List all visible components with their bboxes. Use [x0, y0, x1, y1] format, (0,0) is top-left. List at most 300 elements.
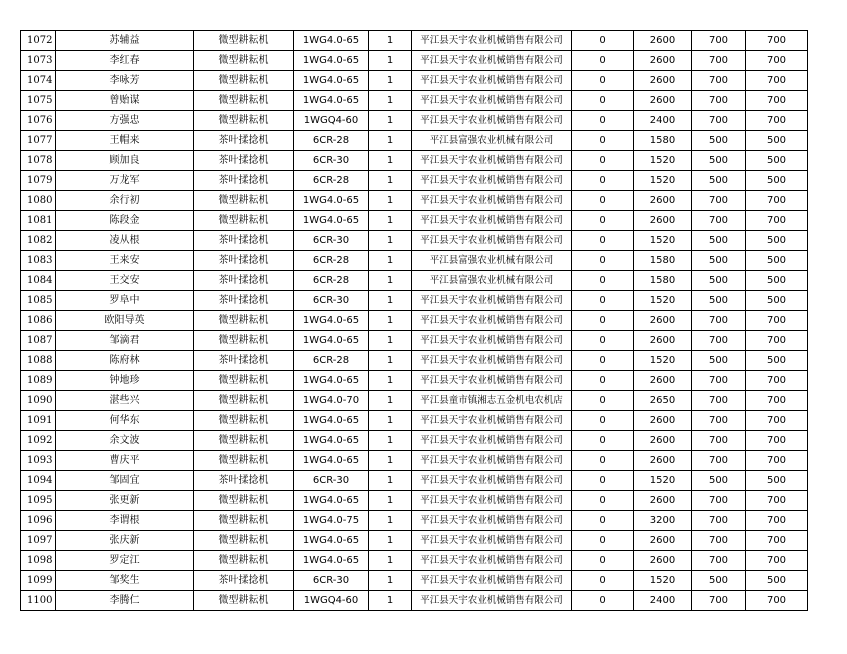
subsidy-cell: 700: [692, 111, 746, 131]
price-cell: 2600: [634, 331, 692, 351]
model-cell: 1WG4.0-65: [294, 51, 369, 71]
subsidy-cell: 700: [692, 551, 746, 571]
quantity-cell: 1: [369, 171, 412, 191]
applicant-name-cell: 顾加良: [56, 151, 194, 171]
machine-type-cell: 微型耕耘机: [194, 371, 294, 391]
serial-number-cell: 1075: [21, 91, 56, 111]
value-cell: 0: [572, 231, 634, 251]
price-cell: 2600: [634, 531, 692, 551]
applicant-name-cell: 王来安: [56, 251, 194, 271]
serial-number-cell: 1098: [21, 551, 56, 571]
applicant-name-cell: 万龙军: [56, 171, 194, 191]
model-cell: 6CR-28: [294, 131, 369, 151]
model-cell: 1WG4.0-65: [294, 451, 369, 471]
table-row: [21, 231, 808, 251]
subsidy-cell: 700: [692, 31, 746, 51]
quantity-cell: 1: [369, 491, 412, 511]
price-cell: 1520: [634, 151, 692, 171]
price-cell: 1520: [634, 471, 692, 491]
subsidy-total-cell: 700: [746, 191, 808, 211]
serial-number-cell: 1084: [21, 271, 56, 291]
model-cell: 6CR-30: [294, 291, 369, 311]
quantity-cell: 1: [369, 51, 412, 71]
serial-number-cell: 1078: [21, 151, 56, 171]
serial-number-cell: 1085: [21, 291, 56, 311]
dealer-cell: 平江县天宇农业机械销售有限公司: [412, 551, 572, 571]
subsidy-total-cell: 700: [746, 531, 808, 551]
dealer-cell: 平江县天宇农业机械销售有限公司: [412, 151, 572, 171]
table-row: [21, 271, 808, 291]
model-cell: 1WG4.0-65: [294, 191, 369, 211]
subsidy-total-cell: 500: [746, 291, 808, 311]
serial-number-cell: 1097: [21, 531, 56, 551]
applicant-name-cell: 李咏芳: [56, 71, 194, 91]
subsidy-cell: 500: [692, 171, 746, 191]
applicant-name-cell: 余行初: [56, 191, 194, 211]
quantity-cell: 1: [369, 431, 412, 451]
subsidy-total-cell: 500: [746, 471, 808, 491]
model-cell: 1WG4.0-65: [294, 311, 369, 331]
applicant-name-cell: 欧阳导英: [56, 311, 194, 331]
table-row: [21, 551, 808, 571]
subsidy-cell: 700: [692, 411, 746, 431]
subsidy-cell: 700: [692, 451, 746, 471]
machine-type-cell: 微型耕耘机: [194, 91, 294, 111]
price-cell: 2400: [634, 591, 692, 611]
model-cell: 6CR-28: [294, 271, 369, 291]
model-cell: 1WG4.0-65: [294, 551, 369, 571]
price-cell: 2600: [634, 91, 692, 111]
model-cell: 1WG4.0-65: [294, 411, 369, 431]
subsidy-cell: 700: [692, 331, 746, 351]
price-cell: 1580: [634, 271, 692, 291]
value-cell: 0: [572, 211, 634, 231]
subsidy-total-cell: 700: [746, 431, 808, 451]
serial-number-cell: 1072: [21, 31, 56, 51]
machine-type-cell: 茶叶揉捻机: [194, 351, 294, 371]
subsidy-total-cell: 500: [746, 151, 808, 171]
subsidy-total-cell: 700: [746, 411, 808, 431]
dealer-cell: 平江县天宇农业机械销售有限公司: [412, 511, 572, 531]
table-row: [21, 331, 808, 351]
table-row: [21, 511, 808, 531]
model-cell: 1WG4.0-75: [294, 511, 369, 531]
serial-number-cell: 1086: [21, 311, 56, 331]
dealer-cell: 平江县天宇农业机械销售有限公司: [412, 191, 572, 211]
applicant-name-cell: 李腾仁: [56, 591, 194, 611]
value-cell: 0: [572, 111, 634, 131]
table-body: [21, 31, 808, 611]
table-row: [21, 431, 808, 451]
subsidy-total-cell: 700: [746, 211, 808, 231]
price-cell: 3200: [634, 511, 692, 531]
dealer-cell: 平江县天宇农业机械销售有限公司: [412, 451, 572, 471]
value-cell: 0: [572, 551, 634, 571]
model-cell: 1WG4.0-65: [294, 211, 369, 231]
dealer-cell: 平江县天宇农业机械销售有限公司: [412, 71, 572, 91]
subsidy-cell: 700: [692, 391, 746, 411]
quantity-cell: 1: [369, 571, 412, 591]
quantity-cell: 1: [369, 31, 412, 51]
subsidy-cell: 500: [692, 151, 746, 171]
subsidy-cell: 700: [692, 431, 746, 451]
price-cell: 1520: [634, 351, 692, 371]
model-cell: 6CR-30: [294, 231, 369, 251]
subsidy-total-cell: 700: [746, 491, 808, 511]
table-row: [21, 531, 808, 551]
quantity-cell: 1: [369, 351, 412, 371]
quantity-cell: 1: [369, 311, 412, 331]
applicant-name-cell: 李谓根: [56, 511, 194, 531]
dealer-cell: 平江县童市镇湘志五金机电农机店: [412, 391, 572, 411]
quantity-cell: 1: [369, 91, 412, 111]
price-cell: 2600: [634, 71, 692, 91]
dealer-cell: 平江县天宇农业机械销售有限公司: [412, 211, 572, 231]
table-row: [21, 351, 808, 371]
dealer-cell: 平江县天宇农业机械销售有限公司: [412, 431, 572, 451]
table-row: [21, 171, 808, 191]
machine-type-cell: 茶叶揉捻机: [194, 171, 294, 191]
subsidy-total-cell: 700: [746, 91, 808, 111]
table-row: [21, 51, 808, 71]
quantity-cell: 1: [369, 191, 412, 211]
table-row: [21, 71, 808, 91]
subsidy-total-cell: 500: [746, 351, 808, 371]
table-row: [21, 291, 808, 311]
subsidy-cell: 700: [692, 511, 746, 531]
value-cell: 0: [572, 591, 634, 611]
table-row: [21, 571, 808, 591]
model-cell: 6CR-30: [294, 471, 369, 491]
subsidy-cell: 700: [692, 591, 746, 611]
value-cell: 0: [572, 451, 634, 471]
value-cell: 0: [572, 391, 634, 411]
dealer-cell: 平江县天宇农业机械销售有限公司: [412, 491, 572, 511]
price-cell: 2600: [634, 551, 692, 571]
applicant-name-cell: 邹滴君: [56, 331, 194, 351]
quantity-cell: 1: [369, 411, 412, 431]
quantity-cell: 1: [369, 511, 412, 531]
serial-number-cell: 1073: [21, 51, 56, 71]
quantity-cell: 1: [369, 331, 412, 351]
value-cell: 0: [572, 51, 634, 71]
machine-type-cell: 微型耕耘机: [194, 451, 294, 471]
dealer-cell: 平江县富强农业机械有限公司: [412, 271, 572, 291]
subsidy-cell: 500: [692, 571, 746, 591]
machine-type-cell: 微型耕耘机: [194, 31, 294, 51]
subsidy-total-cell: 700: [746, 51, 808, 71]
subsidy-total-cell: 500: [746, 271, 808, 291]
subsidy-total-cell: 700: [746, 551, 808, 571]
quantity-cell: 1: [369, 131, 412, 151]
quantity-cell: 1: [369, 291, 412, 311]
quantity-cell: 1: [369, 231, 412, 251]
table-row: [21, 471, 808, 491]
model-cell: 1WG4.0-70: [294, 391, 369, 411]
value-cell: 0: [572, 71, 634, 91]
quantity-cell: 1: [369, 271, 412, 291]
value-cell: 0: [572, 431, 634, 451]
machine-type-cell: 微型耕耘机: [194, 591, 294, 611]
subsidy-total-cell: 700: [746, 371, 808, 391]
machine-type-cell: 茶叶揉捻机: [194, 571, 294, 591]
machine-type-cell: 微型耕耘机: [194, 111, 294, 131]
quantity-cell: 1: [369, 211, 412, 231]
table-row: [21, 391, 808, 411]
subsidy-cell: 500: [692, 351, 746, 371]
quantity-cell: 1: [369, 531, 412, 551]
machine-type-cell: 茶叶揉捻机: [194, 251, 294, 271]
applicant-name-cell: 邹固宜: [56, 471, 194, 491]
value-cell: 0: [572, 351, 634, 371]
price-cell: 2600: [634, 451, 692, 471]
value-cell: 0: [572, 91, 634, 111]
applicant-name-cell: 何华东: [56, 411, 194, 431]
subsidy-cell: 500: [692, 271, 746, 291]
applicant-name-cell: 罗阜中: [56, 291, 194, 311]
machine-type-cell: 微型耕耘机: [194, 491, 294, 511]
serial-number-cell: 1074: [21, 71, 56, 91]
quantity-cell: 1: [369, 551, 412, 571]
price-cell: 2600: [634, 431, 692, 451]
price-cell: 2400: [634, 111, 692, 131]
dealer-cell: 平江县天宇农业机械销售有限公司: [412, 31, 572, 51]
table-row: [21, 31, 808, 51]
price-cell: 1520: [634, 171, 692, 191]
table-row: [21, 191, 808, 211]
subsidy-total-cell: 700: [746, 591, 808, 611]
subsidy-total-cell: 700: [746, 311, 808, 331]
value-cell: 0: [572, 271, 634, 291]
machine-type-cell: 微型耕耘机: [194, 331, 294, 351]
subsidy-total-cell: 700: [746, 511, 808, 531]
serial-number-cell: 1095: [21, 491, 56, 511]
subsidy-total-cell: 700: [746, 391, 808, 411]
quantity-cell: 1: [369, 71, 412, 91]
quantity-cell: 1: [369, 391, 412, 411]
dealer-cell: 平江县富强农业机械有限公司: [412, 251, 572, 271]
subsidy-cell: 700: [692, 531, 746, 551]
value-cell: 0: [572, 411, 634, 431]
price-cell: 2600: [634, 31, 692, 51]
table-row: [21, 251, 808, 271]
dealer-cell: 平江县天宇农业机械销售有限公司: [412, 471, 572, 491]
applicant-name-cell: 陈段金: [56, 211, 194, 231]
price-cell: 2600: [634, 311, 692, 331]
serial-number-cell: 1090: [21, 391, 56, 411]
value-cell: 0: [572, 471, 634, 491]
table-row: [21, 91, 808, 111]
price-cell: 1580: [634, 251, 692, 271]
serial-number-cell: 1096: [21, 511, 56, 531]
price-cell: 1580: [634, 131, 692, 151]
subsidy-cell: 500: [692, 471, 746, 491]
table-row: [21, 311, 808, 331]
price-cell: 2600: [634, 491, 692, 511]
serial-number-cell: 1087: [21, 331, 56, 351]
machine-type-cell: 微型耕耘机: [194, 511, 294, 531]
subsidy-cell: 700: [692, 491, 746, 511]
subsidy-total-cell: 500: [746, 131, 808, 151]
price-cell: 2600: [634, 211, 692, 231]
subsidy-cell: 700: [692, 211, 746, 231]
applicant-name-cell: 邹奖生: [56, 571, 194, 591]
applicant-name-cell: 张庆新: [56, 531, 194, 551]
subsidy-cell: 700: [692, 51, 746, 71]
value-cell: 0: [572, 571, 634, 591]
value-cell: 0: [572, 251, 634, 271]
subsidy-total-cell: 500: [746, 171, 808, 191]
value-cell: 0: [572, 291, 634, 311]
model-cell: 1WG4.0-65: [294, 531, 369, 551]
price-cell: 2600: [634, 191, 692, 211]
applicant-name-cell: 方强忠: [56, 111, 194, 131]
serial-number-cell: 1083: [21, 251, 56, 271]
machine-type-cell: 茶叶揉捻机: [194, 231, 294, 251]
price-cell: 2650: [634, 391, 692, 411]
dealer-cell: 平江县天宇农业机械销售有限公司: [412, 371, 572, 391]
value-cell: 0: [572, 191, 634, 211]
value-cell: 0: [572, 491, 634, 511]
serial-number-cell: 1092: [21, 431, 56, 451]
serial-number-cell: 1081: [21, 211, 56, 231]
model-cell: 6CR-28: [294, 171, 369, 191]
dealer-cell: 平江县天宇农业机械销售有限公司: [412, 531, 572, 551]
value-cell: 0: [572, 131, 634, 151]
table-row: [21, 491, 808, 511]
dealer-cell: 平江县天宇农业机械销售有限公司: [412, 331, 572, 351]
model-cell: 1WG4.0-65: [294, 431, 369, 451]
dealer-cell: 平江县天宇农业机械销售有限公司: [412, 291, 572, 311]
value-cell: 0: [572, 311, 634, 331]
model-cell: 6CR-30: [294, 571, 369, 591]
price-cell: 2600: [634, 51, 692, 71]
dealer-cell: 平江县天宇农业机械销售有限公司: [412, 411, 572, 431]
quantity-cell: 1: [369, 111, 412, 131]
applicant-name-cell: 余文波: [56, 431, 194, 451]
quantity-cell: 1: [369, 471, 412, 491]
table-row: [21, 371, 808, 391]
table-row: [21, 151, 808, 171]
subsidy-total-cell: 700: [746, 331, 808, 351]
subsidy-cell: 500: [692, 251, 746, 271]
table-row: [21, 451, 808, 471]
subsidy-cell: 500: [692, 231, 746, 251]
subsidy-total-cell: 500: [746, 571, 808, 591]
dealer-cell: 平江县天宇农业机械销售有限公司: [412, 311, 572, 331]
subsidy-cell: 700: [692, 191, 746, 211]
subsidy-total-cell: 700: [746, 111, 808, 131]
dealer-cell: 平江县天宇农业机械销售有限公司: [412, 231, 572, 251]
machine-type-cell: 微型耕耘机: [194, 431, 294, 451]
dealer-cell: 平江县天宇农业机械销售有限公司: [412, 51, 572, 71]
price-cell: 2600: [634, 411, 692, 431]
machine-type-cell: 茶叶揉捻机: [194, 471, 294, 491]
machine-type-cell: 微型耕耘机: [194, 51, 294, 71]
dealer-cell: 平江县天宇农业机械销售有限公司: [412, 111, 572, 131]
dealer-cell: 平江县天宇农业机械销售有限公司: [412, 91, 572, 111]
machine-type-cell: 茶叶揉捻机: [194, 291, 294, 311]
subsidy-cell: 700: [692, 71, 746, 91]
serial-number-cell: 1091: [21, 411, 56, 431]
table-row: [21, 411, 808, 431]
serial-number-cell: 1088: [21, 351, 56, 371]
machine-type-cell: 微型耕耘机: [194, 411, 294, 431]
table-row: [21, 211, 808, 231]
table-row: [21, 591, 808, 611]
model-cell: 1WG4.0-65: [294, 31, 369, 51]
applicant-name-cell: 曹庆平: [56, 451, 194, 471]
serial-number-cell: 1080: [21, 191, 56, 211]
applicant-name-cell: 王帽来: [56, 131, 194, 151]
value-cell: 0: [572, 331, 634, 351]
subsidy-cell: 500: [692, 131, 746, 151]
machine-type-cell: 微型耕耘机: [194, 71, 294, 91]
dealer-cell: 平江县天宇农业机械销售有限公司: [412, 171, 572, 191]
serial-number-cell: 1079: [21, 171, 56, 191]
subsidy-cell: 700: [692, 311, 746, 331]
applicant-name-cell: 李红春: [56, 51, 194, 71]
dealer-cell: 平江县天宇农业机械销售有限公司: [412, 571, 572, 591]
model-cell: 1WGQ4-60: [294, 591, 369, 611]
value-cell: 0: [572, 171, 634, 191]
subsidy-cell: 700: [692, 371, 746, 391]
price-cell: 1520: [634, 231, 692, 251]
applicant-name-cell: 罗定江: [56, 551, 194, 571]
serial-number-cell: 1100: [21, 591, 56, 611]
table-row: [21, 111, 808, 131]
machine-type-cell: 微型耕耘机: [194, 531, 294, 551]
serial-number-cell: 1094: [21, 471, 56, 491]
serial-number-cell: 1082: [21, 231, 56, 251]
quantity-cell: 1: [369, 251, 412, 271]
serial-number-cell: 1093: [21, 451, 56, 471]
value-cell: 0: [572, 31, 634, 51]
model-cell: 6CR-28: [294, 351, 369, 371]
value-cell: 0: [572, 151, 634, 171]
machine-type-cell: 微型耕耘机: [194, 311, 294, 331]
value-cell: 0: [572, 511, 634, 531]
value-cell: 0: [572, 531, 634, 551]
subsidy-total-cell: 500: [746, 251, 808, 271]
applicant-name-cell: 曾贻谋: [56, 91, 194, 111]
quantity-cell: 1: [369, 591, 412, 611]
quantity-cell: 1: [369, 151, 412, 171]
machine-type-cell: 茶叶揉捻机: [194, 271, 294, 291]
serial-number-cell: 1077: [21, 131, 56, 151]
applicant-name-cell: 钟地珍: [56, 371, 194, 391]
model-cell: 1WG4.0-65: [294, 71, 369, 91]
table-row: [21, 131, 808, 151]
serial-number-cell: 1089: [21, 371, 56, 391]
machine-type-cell: 茶叶揉捻机: [194, 131, 294, 151]
machine-type-cell: 微型耕耘机: [194, 551, 294, 571]
dealer-cell: 平江县天宇农业机械销售有限公司: [412, 591, 572, 611]
applicant-name-cell: 王交安: [56, 271, 194, 291]
model-cell: 1WGQ4-60: [294, 111, 369, 131]
applicant-name-cell: 苏辅益: [56, 31, 194, 51]
price-cell: 1520: [634, 571, 692, 591]
subsidy-total-cell: 700: [746, 31, 808, 51]
model-cell: 6CR-28: [294, 251, 369, 271]
model-cell: 1WG4.0-65: [294, 331, 369, 351]
applicant-name-cell: 陈府林: [56, 351, 194, 371]
subsidy-table: [20, 30, 808, 611]
value-cell: 0: [572, 371, 634, 391]
machine-type-cell: 茶叶揉捻机: [194, 151, 294, 171]
dealer-cell: 平江县天宇农业机械销售有限公司: [412, 351, 572, 371]
model-cell: 1WG4.0-65: [294, 371, 369, 391]
